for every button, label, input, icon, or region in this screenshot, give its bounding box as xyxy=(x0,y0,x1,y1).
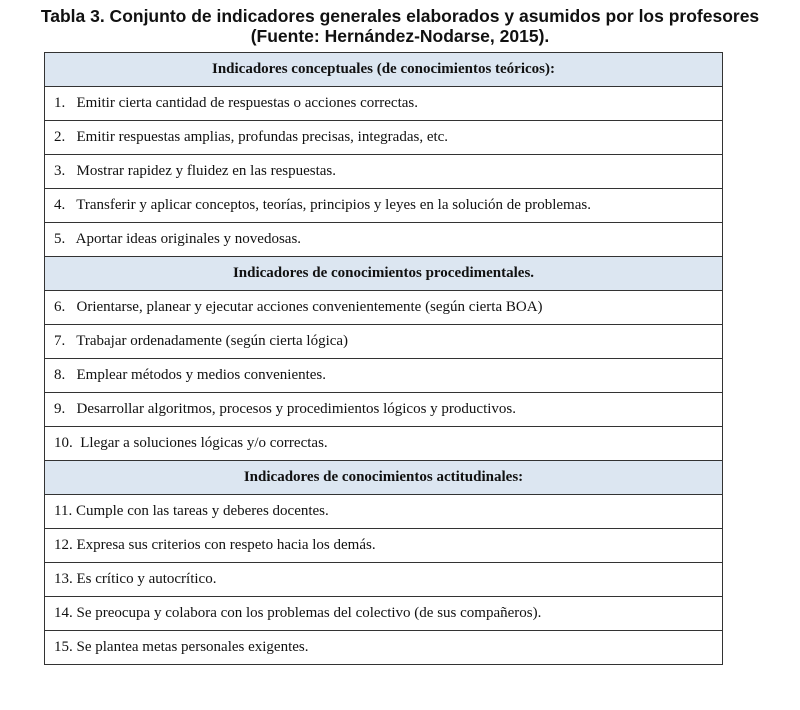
indicator-item: 3. Mostrar rapidez y fluidez en las respuestas. xyxy=(45,155,723,189)
indicator-item: 6. Orientarse, planear y ejecutar acciones convenientemente (según cierta BOA) xyxy=(45,291,723,325)
table-row xyxy=(45,291,723,325)
caption-source: (Fuente: Hernández-Nodarse, 2015). xyxy=(250,26,550,46)
table-row xyxy=(45,121,723,155)
indicator-item: 10. Llegar a soluciones lógicas y/o correctas. xyxy=(45,427,723,461)
indicator-item: 13. Es crítico y autocrítico. xyxy=(45,563,723,597)
indicator-item: 1. Emitir cierta cantidad de respuestas o acciones correctas. xyxy=(45,87,723,121)
section-heading-attitudinal: Indicadores de conocimientos actitudinales: xyxy=(45,461,723,495)
indicator-item: 4. Transferir y aplicar conceptos, teorías, principios y leyes en la solución de problemas. xyxy=(45,189,723,223)
indicator-item: 2. Emitir respuestas amplias, profundas precisas, integradas, etc. xyxy=(45,121,723,155)
table-row xyxy=(45,563,723,597)
indicator-item: 8. Emplear métodos y medios convenientes. xyxy=(45,359,723,393)
table-row xyxy=(45,529,723,563)
section-header-row xyxy=(45,461,723,495)
table-row xyxy=(45,495,723,529)
indicator-item: 5. Aportar ideas originales y novedosas. xyxy=(45,223,723,257)
table-row xyxy=(45,223,723,257)
table-caption xyxy=(0,6,800,46)
table-row xyxy=(45,631,723,665)
section-header-row xyxy=(45,53,723,87)
table-row xyxy=(45,427,723,461)
section-heading-conceptual: Indicadores conceptuales (de conocimientos teóricos): xyxy=(45,53,723,87)
caption-title: Tabla 3. Conjunto de indicadores generales elaborados y asumidos por los profesores xyxy=(40,6,760,26)
indicator-item: 15. Se plantea metas personales exigentes. xyxy=(45,631,723,665)
table-row xyxy=(45,87,723,121)
section-header-row xyxy=(45,257,723,291)
table-row xyxy=(45,597,723,631)
indicator-item: 12. Expresa sus criterios con respeto hacia los demás. xyxy=(45,529,723,563)
table-row xyxy=(45,189,723,223)
indicator-item: 7. Trabajar ordenadamente (según cierta lógica) xyxy=(45,325,723,359)
section-heading-procedural: Indicadores de conocimientos procedimentales. xyxy=(45,257,723,291)
table-row xyxy=(45,155,723,189)
indicator-item: 9. Desarrollar algoritmos, procesos y procedimientos lógicos y productivos. xyxy=(45,393,723,427)
indicator-item: 14. Se preocupa y colabora con los problemas del colectivo (de sus compañeros). xyxy=(45,597,723,631)
indicator-item: 11. Cumple con las tareas y deberes docentes. xyxy=(45,495,723,529)
table-row xyxy=(45,359,723,393)
table-row xyxy=(45,393,723,427)
table-row xyxy=(45,325,723,359)
indicators-table xyxy=(44,52,723,665)
